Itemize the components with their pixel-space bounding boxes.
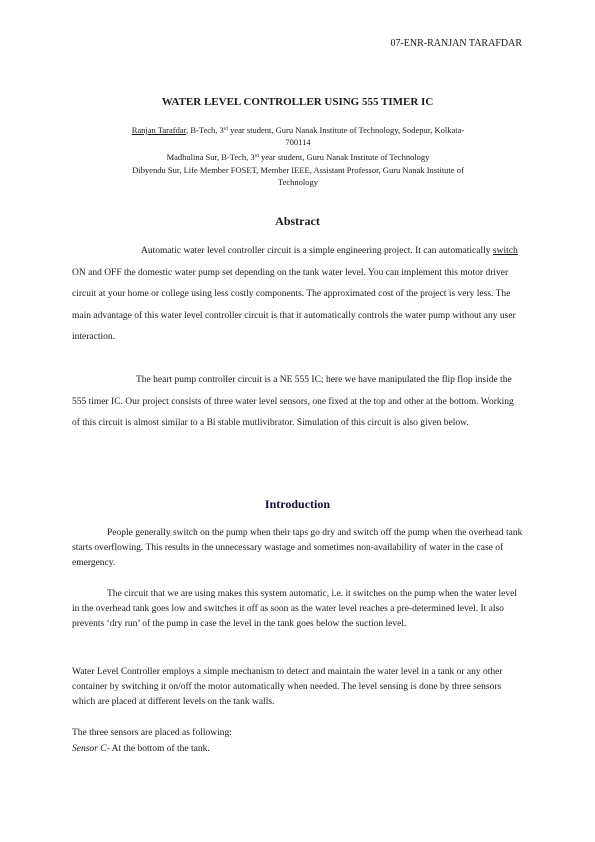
- author-2-pre: Madhulina Sur, B-Tech, 3: [166, 152, 255, 162]
- author-1-cont: 700114: [285, 137, 311, 147]
- author-2-post: year student, Guru Nanak Institute of Technology: [258, 152, 430, 162]
- intro-paragraph-4: The three sensors are placed as following:: [72, 728, 232, 738]
- sensor-c-text: At the bottom of the tank.: [109, 744, 210, 754]
- author-2-sup: rd: [254, 154, 259, 159]
- sensor-c-label: Sensor C-: [72, 744, 110, 754]
- paper-title: WATER LEVEL CONTROLLER USING 555 TIMER IC: [161, 96, 434, 108]
- switch-link[interactable]: switch: [492, 246, 518, 256]
- abstract-p1-end: ON and OFF the domestic water pump set depending on the tank water level. You can implement this motor driver circuit at your home or college using less costly components. The approximated cost of the project is very less. The main advantage of this water level controller circuit is that it automatically controls the water pump without any user interaction.: [72, 267, 516, 342]
- running-header: 07-ENR-RANJAN TARAFDAR: [390, 38, 522, 49]
- abstract-paragraph-2: [72, 370, 524, 435]
- intro-p1-text: People generally switch on the pump when their taps go dry and switch off the pump when the overhead tank starts overflowing. This results in the unnecessary wastage and sometimes non-availability of water in the case of emergency.: [72, 528, 523, 569]
- intro-p2-text: The circuit that we are using makes this system automatic, i.e. it switches on the pump when the water level in the overhead tank goes low and switches it off as soon as the water level reaches a pre-determined level. It also prevents ‘dry run’ of the pump in case the level in the tank goes below the suction level.: [72, 589, 517, 630]
- author-1-post: year student, Guru Nanak Institute of Technology, Sodepur, Kolkata-: [227, 125, 465, 135]
- author-1-pre: , B-Tech, 3: [186, 125, 224, 135]
- author-1-name: Ranjan Tarafdar: [131, 125, 187, 135]
- author-3: Dibyendu Sur, Life Member FOSET, Member IEEE, Assistant Professor, Guru Nanak Institute of: [132, 165, 464, 175]
- sensor-c-line: [72, 742, 524, 757]
- abstract-paragraph-1: [72, 241, 524, 349]
- author-1-sup: rd: [223, 127, 228, 132]
- abstract-heading: Abstract: [275, 214, 320, 228]
- abstract-p2-text: The heart pump controller circuit is a NE 555 IC; here we have manipulated the flip flop inside the 555 timer IC. Our project consists of three water level sensors, one fixed at the top and other at the bottom. Working of this circuit is almost similar to a Bi stable mutlivibrator. Simulation of this circuit is also given below.: [72, 375, 514, 428]
- introduction-heading: Introduction: [264, 497, 331, 511]
- intro-paragraph-2: [72, 587, 524, 633]
- author-1: [78, 125, 518, 136]
- abstract-p1-start: Automatic water level controller circuit is a simple engineering project. It can automatically: [141, 246, 493, 256]
- author-2: [78, 152, 518, 163]
- author-3-cont: Technology: [277, 177, 318, 187]
- intro-paragraph-3: Water Level Controller employs a simple mechanism to detect and maintain the water level in a tank or any other container by switching it on/off the motor automatically when needed. The level sensing is done by three sensors which are placed at different levels on the tank walls.: [72, 667, 503, 708]
- intro-paragraph-1: [72, 526, 524, 572]
